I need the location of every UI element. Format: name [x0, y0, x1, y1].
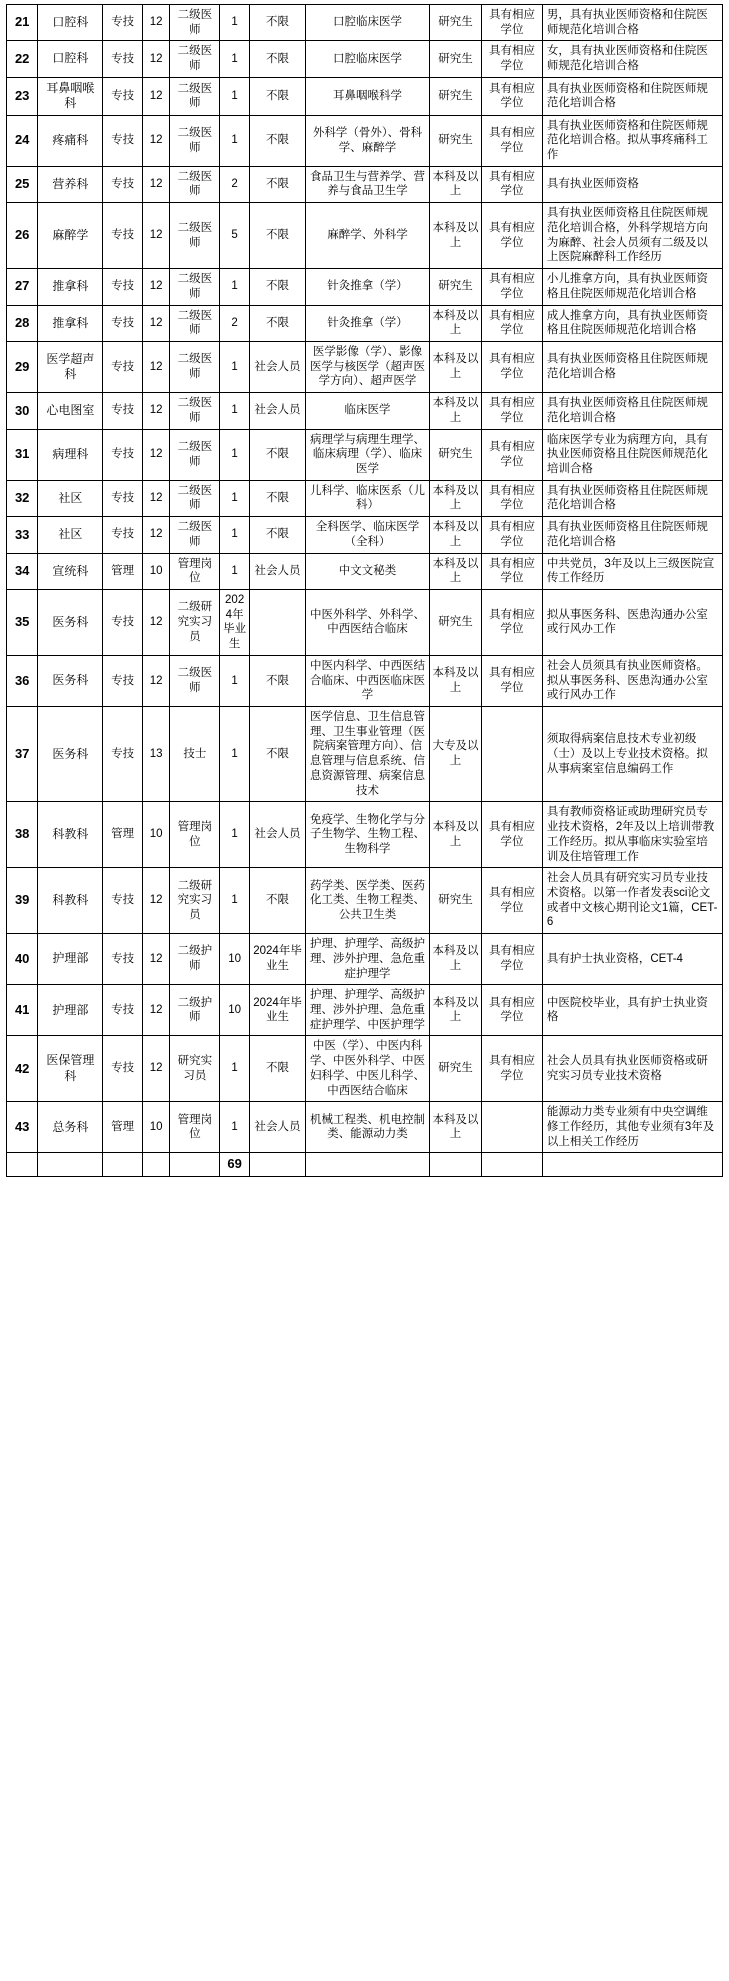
total-spacer — [306, 1153, 430, 1177]
cell-post: 二级医师 — [170, 77, 220, 115]
total-row — [7, 1153, 723, 1177]
table-row — [7, 985, 723, 1036]
cell-grade: 12 — [143, 429, 170, 480]
cell-dept: 医保管理科 — [38, 1036, 103, 1102]
cell-remark: 小儿推拿方向，具有执业医师资格且住院医师规范化培训合格 — [542, 269, 722, 305]
cell-degree — [482, 707, 543, 802]
cell-no: 38 — [7, 802, 38, 868]
cell-cat: 专技 — [103, 590, 143, 656]
cell-no: 26 — [7, 203, 38, 269]
table-row — [7, 115, 723, 166]
cell-dept: 医务科 — [38, 707, 103, 802]
cell-major: 医学影像（学）、影像医学与核医学（超声医学方向）、超声医学 — [306, 341, 430, 392]
cell-major: 中医外科学、外科学、中西医结合临床 — [306, 590, 430, 656]
cell-remark: 具有执业医师资格且住院医师规范化培训合格 — [542, 393, 722, 429]
cell-dept: 科教科 — [38, 868, 103, 934]
cell-major: 中文文秘类 — [306, 553, 430, 589]
cell-grade: 12 — [143, 985, 170, 1036]
cell-no: 23 — [7, 77, 38, 115]
cell-count: 5 — [220, 203, 249, 269]
cell-no: 33 — [7, 517, 38, 553]
cell-dept: 疼痛科 — [38, 115, 103, 166]
cell-major: 医学信息、卫生信息管理、卫生事业管理（医院病案管理方向）、信息管理与信息系统、信息资源管理、病案信息技术 — [306, 707, 430, 802]
recruitment-table — [6, 4, 723, 1177]
cell-dept: 口腔科 — [38, 5, 103, 41]
cell-age: 不限 — [249, 41, 306, 77]
cell-remark: 男，具有执业医师资格和住院医师规范化培训合格 — [542, 5, 722, 41]
cell-grade: 12 — [143, 934, 170, 985]
total-count: 69 — [220, 1153, 249, 1177]
table-row — [7, 1102, 723, 1153]
cell-remark: 中共党员，3年及以上三级医院宣传工作经历 — [542, 553, 722, 589]
cell-post: 技士 — [170, 707, 220, 802]
cell-cat: 管理 — [103, 553, 143, 589]
cell-post: 二级医师 — [170, 41, 220, 77]
cell-grade: 12 — [143, 393, 170, 429]
cell-remark: 社会人员须具有执业医师资格。拟从事医务科、医患沟通办公室或行风办工作 — [542, 655, 722, 706]
cell-age: 2024年毕业生 — [249, 934, 306, 985]
cell-age: 社会人员 — [249, 1102, 306, 1153]
cell-major: 药学类、医学类、医药化工类、生物工程类、公共卫生类 — [306, 868, 430, 934]
table-row — [7, 802, 723, 868]
cell-grade: 12 — [143, 341, 170, 392]
cell-age: 不限 — [249, 305, 306, 341]
cell-post: 管理岗位 — [170, 802, 220, 868]
cell-age: 不限 — [249, 429, 306, 480]
table-row — [7, 868, 723, 934]
table-row — [7, 393, 723, 429]
cell-post: 二级研究实习员 — [170, 868, 220, 934]
cell-age: 不限 — [249, 166, 306, 202]
cell-cat: 专技 — [103, 655, 143, 706]
cell-cat: 专技 — [103, 985, 143, 1036]
cell-count: 1 — [220, 341, 249, 392]
cell-degree: 具有相应学位 — [482, 802, 543, 868]
cell-dept: 推拿科 — [38, 305, 103, 341]
cell-major: 外科学（骨外）、骨科学、麻醉学 — [306, 115, 430, 166]
cell-grade: 12 — [143, 269, 170, 305]
cell-remark: 拟从事医务科、医患沟通办公室或行风办工作 — [542, 590, 722, 656]
table-row — [7, 655, 723, 706]
cell-remark: 须取得病案信息技术专业初级（士）及以上专业技术资格。拟从事病案室信息编码工作 — [542, 707, 722, 802]
cell-age: 2024年毕业生 — [249, 985, 306, 1036]
cell-degree: 具有相应学位 — [482, 341, 543, 392]
table-body — [7, 5, 723, 1177]
cell-dept: 医务科 — [38, 655, 103, 706]
table-row — [7, 5, 723, 41]
cell-dept: 医务科 — [38, 590, 103, 656]
cell-grade: 12 — [143, 1036, 170, 1102]
cell-edu: 本科及以上 — [429, 305, 481, 341]
cell-cat: 专技 — [103, 393, 143, 429]
cell-count: 10 — [220, 985, 249, 1036]
cell-count: 1 — [220, 868, 249, 934]
cell-edu: 本科及以上 — [429, 553, 481, 589]
cell-edu: 研究生 — [429, 5, 481, 41]
cell-edu: 本科及以上 — [429, 203, 481, 269]
cell-cat: 专技 — [103, 934, 143, 985]
cell-count: 1 — [220, 77, 249, 115]
cell-no: 27 — [7, 269, 38, 305]
cell-grade: 10 — [143, 802, 170, 868]
cell-no: 39 — [7, 868, 38, 934]
cell-count: 1 — [220, 429, 249, 480]
total-spacer — [7, 1153, 38, 1177]
cell-edu: 研究生 — [429, 868, 481, 934]
cell-major: 病理学与病理生理学、临床病理（学）、临床医学 — [306, 429, 430, 480]
cell-age: 社会人员 — [249, 341, 306, 392]
cell-no: 40 — [7, 934, 38, 985]
cell-dept: 科教科 — [38, 802, 103, 868]
cell-grade: 12 — [143, 203, 170, 269]
cell-dept: 麻醉学 — [38, 203, 103, 269]
cell-edu: 本科及以上 — [429, 341, 481, 392]
cell-remark: 具有执业医师资格且住院医师规范化培训合格，外科学规培方向为麻醉、社会人员须有二级及以上医院麻醉科工作经历 — [542, 203, 722, 269]
total-spacer — [542, 1153, 722, 1177]
cell-post: 二级医师 — [170, 269, 220, 305]
cell-remark: 具有执业医师资格且住院医师规范化培训合格 — [542, 341, 722, 392]
cell-dept: 营养科 — [38, 166, 103, 202]
cell-degree: 具有相应学位 — [482, 393, 543, 429]
table-row — [7, 341, 723, 392]
cell-edu: 研究生 — [429, 77, 481, 115]
cell-count: 1 — [220, 802, 249, 868]
cell-degree: 具有相应学位 — [482, 985, 543, 1036]
cell-grade: 12 — [143, 868, 170, 934]
cell-cat: 专技 — [103, 166, 143, 202]
cell-dept: 口腔科 — [38, 41, 103, 77]
cell-post: 二级医师 — [170, 203, 220, 269]
cell-no: 32 — [7, 480, 38, 516]
cell-remark: 社会人员具有执业医师资格或研究实习员专业技术资格 — [542, 1036, 722, 1102]
table-row — [7, 429, 723, 480]
cell-degree: 具有相应学位 — [482, 166, 543, 202]
cell-count: 1 — [220, 517, 249, 553]
cell-remark: 具有执业医师资格和住院医师规范化培训合格 — [542, 77, 722, 115]
cell-dept: 总务科 — [38, 1102, 103, 1153]
cell-post: 研究实习员 — [170, 1036, 220, 1102]
cell-remark: 中医院校毕业，具有护士执业资格 — [542, 985, 722, 1036]
cell-edu: 研究生 — [429, 1036, 481, 1102]
cell-age: 社会人员 — [249, 393, 306, 429]
cell-edu: 本科及以上 — [429, 985, 481, 1036]
table-row — [7, 305, 723, 341]
cell-major: 儿科学、临床医系（儿科） — [306, 480, 430, 516]
cell-dept: 推拿科 — [38, 269, 103, 305]
cell-cat: 专技 — [103, 5, 143, 41]
cell-post: 二级医师 — [170, 393, 220, 429]
cell-post: 管理岗位 — [170, 553, 220, 589]
cell-edu: 本科及以上 — [429, 1102, 481, 1153]
cell-degree: 具有相应学位 — [482, 203, 543, 269]
cell-cat: 管理 — [103, 802, 143, 868]
cell-remark: 女，具有执业医师资格和住院医师规范化培训合格 — [542, 41, 722, 77]
cell-grade: 12 — [143, 590, 170, 656]
cell-no: 37 — [7, 707, 38, 802]
table-row — [7, 934, 723, 985]
cell-degree: 具有相应学位 — [482, 517, 543, 553]
cell-dept: 病理科 — [38, 429, 103, 480]
cell-edu: 本科及以上 — [429, 934, 481, 985]
cell-grade: 12 — [143, 517, 170, 553]
cell-remark: 能源动力类专业须有中央空调维修工作经历，其他专业须有3年及以上相关工作经历 — [542, 1102, 722, 1153]
cell-degree: 具有相应学位 — [482, 5, 543, 41]
cell-degree: 具有相应学位 — [482, 41, 543, 77]
cell-edu: 本科及以上 — [429, 802, 481, 868]
cell-major: 中医（学）、中医内科学、中医外科学、中医妇科学、中医儿科学、中西医结合临床 — [306, 1036, 430, 1102]
table-row — [7, 590, 723, 656]
cell-no: 41 — [7, 985, 38, 1036]
cell-grade: 13 — [143, 707, 170, 802]
cell-count: 1 — [220, 480, 249, 516]
cell-cat: 专技 — [103, 269, 143, 305]
cell-post: 二级医师 — [170, 517, 220, 553]
cell-remark: 具有执业医师资格且住院医师规范化培训合格 — [542, 480, 722, 516]
cell-dept: 心电图室 — [38, 393, 103, 429]
cell-cat: 管理 — [103, 1102, 143, 1153]
cell-count: 1 — [220, 5, 249, 41]
total-spacer — [103, 1153, 143, 1177]
cell-degree: 具有相应学位 — [482, 115, 543, 166]
cell-post: 二级医师 — [170, 341, 220, 392]
cell-edu: 大专及以上 — [429, 707, 481, 802]
cell-post: 二级医师 — [170, 166, 220, 202]
cell-age: 社会人员 — [249, 553, 306, 589]
cell-age: 社会人员 — [249, 802, 306, 868]
cell-age: 不限 — [249, 77, 306, 115]
cell-degree: 具有相应学位 — [482, 655, 543, 706]
cell-edu: 研究生 — [429, 115, 481, 166]
cell-edu: 研究生 — [429, 269, 481, 305]
table-row — [7, 77, 723, 115]
cell-grade: 10 — [143, 1102, 170, 1153]
cell-degree: 具有相应学位 — [482, 305, 543, 341]
table-row — [7, 41, 723, 77]
cell-grade: 12 — [143, 115, 170, 166]
cell-remark: 具有执业医师资格 — [542, 166, 722, 202]
cell-edu: 本科及以上 — [429, 480, 481, 516]
table-row — [7, 269, 723, 305]
cell-post: 二级护师 — [170, 934, 220, 985]
cell-age: 不限 — [249, 115, 306, 166]
total-spacer — [249, 1153, 306, 1177]
cell-degree — [482, 1102, 543, 1153]
cell-post: 二级医师 — [170, 115, 220, 166]
cell-cat: 专技 — [103, 868, 143, 934]
cell-age: 不限 — [249, 5, 306, 41]
cell-grade: 12 — [143, 5, 170, 41]
cell-cat: 专技 — [103, 41, 143, 77]
cell-no: 29 — [7, 341, 38, 392]
cell-degree: 具有相应学位 — [482, 934, 543, 985]
cell-cat: 专技 — [103, 517, 143, 553]
cell-cat: 专技 — [103, 341, 143, 392]
cell-no: 21 — [7, 5, 38, 41]
cell-age: 不限 — [249, 655, 306, 706]
cell-grade: 12 — [143, 305, 170, 341]
cell-cat: 专技 — [103, 429, 143, 480]
table-row — [7, 166, 723, 202]
cell-edu: 本科及以上 — [429, 166, 481, 202]
cell-age: 不限 — [249, 868, 306, 934]
cell-no: 36 — [7, 655, 38, 706]
recruitment-table-container — [0, 4, 729, 1177]
cell-dept: 宣统科 — [38, 553, 103, 589]
cell-major: 麻醉学、外科学 — [306, 203, 430, 269]
cell-dept: 耳鼻咽喉科 — [38, 77, 103, 115]
cell-no: 25 — [7, 166, 38, 202]
cell-remark: 社会人员具有研究实习员专业技术资格。以第一作者发表sci论文或者中文核心期刊论文1篇，CET-6 — [542, 868, 722, 934]
cell-grade: 12 — [143, 480, 170, 516]
cell-grade: 10 — [143, 553, 170, 589]
cell-degree: 具有相应学位 — [482, 77, 543, 115]
cell-no: 22 — [7, 41, 38, 77]
cell-no: 43 — [7, 1102, 38, 1153]
cell-dept: 社区 — [38, 480, 103, 516]
cell-major: 护理、护理学、高级护理、涉外护理、急危重症护理学、中医护理学 — [306, 985, 430, 1036]
cell-post: 二级医师 — [170, 429, 220, 480]
cell-edu: 研究生 — [429, 41, 481, 77]
cell-age: 不限 — [249, 480, 306, 516]
cell-major: 口腔临床医学 — [306, 5, 430, 41]
cell-major: 针灸推拿（学） — [306, 305, 430, 341]
cell-degree: 具有相应学位 — [482, 590, 543, 656]
cell-degree: 具有相应学位 — [482, 553, 543, 589]
cell-edu: 研究生 — [429, 590, 481, 656]
cell-count: 2 — [220, 166, 249, 202]
cell-post: 二级医师 — [170, 305, 220, 341]
cell-age: 不限 — [249, 269, 306, 305]
table-row — [7, 1036, 723, 1102]
cell-degree: 具有相应学位 — [482, 868, 543, 934]
cell-dept: 社区 — [38, 517, 103, 553]
cell-no: 28 — [7, 305, 38, 341]
cell-degree: 具有相应学位 — [482, 429, 543, 480]
cell-no: 31 — [7, 429, 38, 480]
cell-count: 1 — [220, 115, 249, 166]
total-spacer — [143, 1153, 170, 1177]
cell-major: 全科医学、临床医学（全科） — [306, 517, 430, 553]
cell-age — [249, 590, 306, 656]
cell-cat: 专技 — [103, 77, 143, 115]
cell-post: 二级医师 — [170, 480, 220, 516]
cell-no: 42 — [7, 1036, 38, 1102]
cell-age: 不限 — [249, 517, 306, 553]
cell-count: 2 — [220, 305, 249, 341]
cell-major: 针灸推拿（学） — [306, 269, 430, 305]
cell-degree: 具有相应学位 — [482, 480, 543, 516]
cell-remark: 具有教师资格证或助理研究员专业技术资格，2年及以上培训带教工作经历。拟从事临床实验室培训及住培管理工作 — [542, 802, 722, 868]
cell-no: 30 — [7, 393, 38, 429]
cell-dept: 医学超声科 — [38, 341, 103, 392]
table-row — [7, 203, 723, 269]
cell-cat: 专技 — [103, 203, 143, 269]
cell-cat: 专技 — [103, 707, 143, 802]
cell-post: 管理岗位 — [170, 1102, 220, 1153]
cell-dept: 护理部 — [38, 985, 103, 1036]
total-spacer — [482, 1153, 543, 1177]
cell-remark: 临床医学专业为病理方向，具有执业医师资格且住院医师规范化培训合格 — [542, 429, 722, 480]
cell-cat: 专技 — [103, 1036, 143, 1102]
cell-count: 2024年毕业生 — [220, 590, 249, 656]
cell-count: 1 — [220, 1036, 249, 1102]
cell-cat: 专技 — [103, 305, 143, 341]
cell-edu: 本科及以上 — [429, 393, 481, 429]
cell-post: 二级医师 — [170, 655, 220, 706]
cell-no: 35 — [7, 590, 38, 656]
cell-count: 1 — [220, 393, 249, 429]
cell-count: 1 — [220, 655, 249, 706]
cell-age: 不限 — [249, 203, 306, 269]
total-spacer — [38, 1153, 103, 1177]
cell-cat: 专技 — [103, 480, 143, 516]
cell-degree: 具有相应学位 — [482, 269, 543, 305]
cell-count: 1 — [220, 707, 249, 802]
cell-major: 耳鼻咽喉科学 — [306, 77, 430, 115]
cell-age: 不限 — [249, 1036, 306, 1102]
cell-post: 二级医师 — [170, 5, 220, 41]
cell-major: 机械工程类、机电控制类、能源动力类 — [306, 1102, 430, 1153]
cell-count: 1 — [220, 1102, 249, 1153]
cell-edu: 本科及以上 — [429, 517, 481, 553]
cell-grade: 12 — [143, 77, 170, 115]
cell-grade: 12 — [143, 41, 170, 77]
cell-count: 1 — [220, 269, 249, 305]
cell-count: 10 — [220, 934, 249, 985]
cell-edu: 本科及以上 — [429, 655, 481, 706]
cell-no: 34 — [7, 553, 38, 589]
cell-post: 二级研究实习员 — [170, 590, 220, 656]
table-row — [7, 480, 723, 516]
cell-major: 口腔临床医学 — [306, 41, 430, 77]
cell-no: 24 — [7, 115, 38, 166]
cell-grade: 12 — [143, 166, 170, 202]
cell-remark: 具有护士执业资格，CET-4 — [542, 934, 722, 985]
table-row — [7, 517, 723, 553]
total-spacer — [429, 1153, 481, 1177]
cell-major: 护理、护理学、高级护理、涉外护理、急危重症护理学 — [306, 934, 430, 985]
cell-count: 1 — [220, 553, 249, 589]
cell-count: 1 — [220, 41, 249, 77]
cell-dept: 护理部 — [38, 934, 103, 985]
cell-cat: 专技 — [103, 115, 143, 166]
total-spacer — [170, 1153, 220, 1177]
cell-post: 二级护师 — [170, 985, 220, 1036]
cell-major: 免疫学、生物化学与分子生物学、生物工程、生物科学 — [306, 802, 430, 868]
cell-remark: 具有执业医师资格和住院医师规范化培训合格。拟从事疼痛科工作 — [542, 115, 722, 166]
cell-major: 临床医学 — [306, 393, 430, 429]
cell-grade: 12 — [143, 655, 170, 706]
table-row — [7, 707, 723, 802]
cell-degree: 具有相应学位 — [482, 1036, 543, 1102]
cell-remark: 具有执业医师资格且住院医师规范化培训合格 — [542, 517, 722, 553]
cell-major: 中医内科学、中西医结合临床、中西医临床医学 — [306, 655, 430, 706]
cell-remark: 成人推拿方向，具有执业医师资格且住院医师规范化培训合格 — [542, 305, 722, 341]
cell-edu: 研究生 — [429, 429, 481, 480]
cell-major: 食品卫生与营养学、营养与食品卫生学 — [306, 166, 430, 202]
table-row — [7, 553, 723, 589]
cell-age: 不限 — [249, 707, 306, 802]
